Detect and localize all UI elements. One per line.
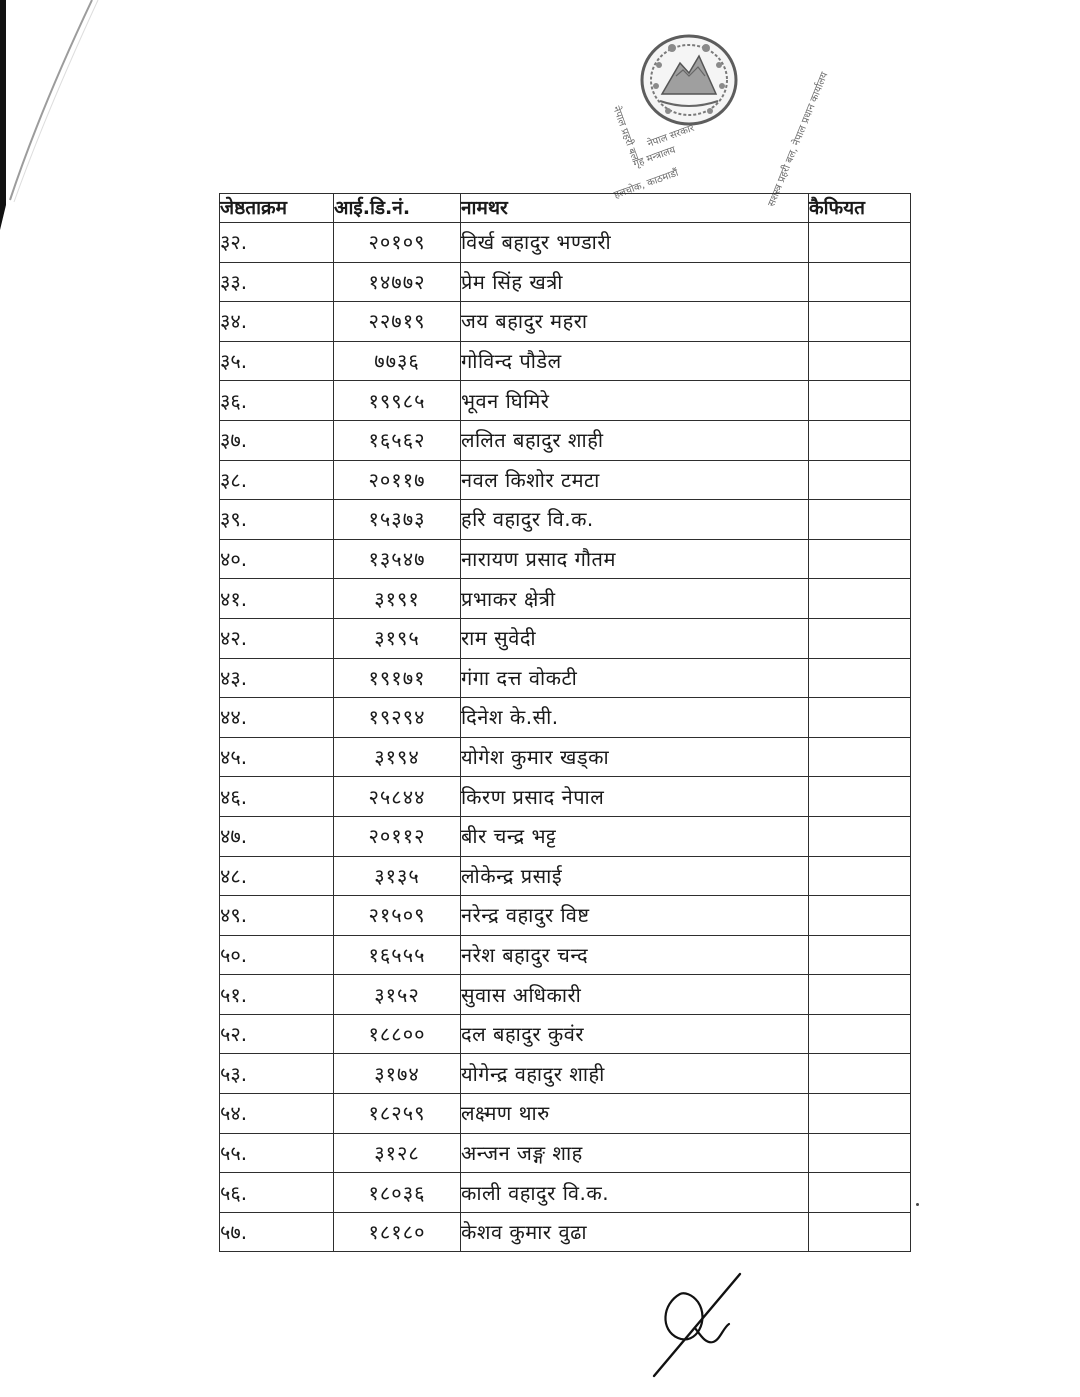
- id-cell: ३१७४: [334, 1054, 461, 1094]
- seal-text-line: सशस्त्र प्रहरी बल, नेपाल प्रधान कार्यालय: [766, 70, 831, 209]
- seniority-cell: ३२.: [220, 223, 334, 263]
- remarks-cell: [809, 539, 911, 579]
- name-cell: विर्ख बहादुर भण्डारी: [461, 223, 809, 263]
- seniority-table: [219, 193, 911, 1252]
- name-cell: जय बहादुर महरा: [461, 302, 809, 342]
- name-cell: सुवास अधिकारी: [461, 975, 809, 1015]
- seniority-cell: ५५.: [220, 1133, 334, 1173]
- id-cell: १९१७१: [334, 658, 461, 698]
- remarks-cell: [809, 1054, 911, 1094]
- remarks-cell: [809, 896, 911, 936]
- remarks-cell: [809, 1094, 911, 1134]
- scanned-page-edge: [0, 0, 120, 230]
- remarks-cell: [809, 658, 911, 698]
- seniority-cell: ३६.: [220, 381, 334, 421]
- id-cell: २०११२: [334, 816, 461, 856]
- table-row: [220, 1014, 911, 1054]
- seniority-cell: ५४.: [220, 1094, 334, 1134]
- name-cell: बीर चन्द्र भट्ट: [461, 816, 809, 856]
- seniority-cell: ५७.: [220, 1212, 334, 1252]
- id-cell: ३१९५: [334, 618, 461, 658]
- seniority-cell: ४८.: [220, 856, 334, 896]
- name-cell: प्रभाकर क्षेत्री: [461, 579, 809, 619]
- id-cell: १६५५५: [334, 935, 461, 975]
- table-row: [220, 935, 911, 975]
- seniority-cell: ४०.: [220, 539, 334, 579]
- remarks-cell: [809, 1212, 911, 1252]
- remarks-cell: [809, 698, 911, 738]
- id-cell: २०११७: [334, 460, 461, 500]
- header-remarks: कैफियत: [809, 194, 911, 223]
- header-name: नामथर: [461, 194, 809, 223]
- remarks-cell: [809, 381, 911, 421]
- seal-text-line: हलचोक, काठमाडौं: [612, 167, 681, 202]
- table-row: [220, 816, 911, 856]
- name-cell: किरण प्रसाद नेपाल: [461, 777, 809, 817]
- remarks-cell: [809, 618, 911, 658]
- id-cell: ३१९१: [334, 579, 461, 619]
- id-cell: १४७७२: [334, 262, 461, 302]
- name-cell: भूवन घिमिरे: [461, 381, 809, 421]
- name-cell: दिनेश के.सी.: [461, 698, 809, 738]
- remarks-cell: [809, 500, 911, 540]
- table-row: [220, 1212, 911, 1252]
- remarks-cell: [809, 420, 911, 460]
- seniority-cell: ३४.: [220, 302, 334, 342]
- name-cell: प्रेम सिंह खत्री: [461, 262, 809, 302]
- remarks-cell: [809, 935, 911, 975]
- table-header-row: [220, 194, 911, 223]
- seniority-cell: ४५.: [220, 737, 334, 777]
- seal-text-line: गृह मन्त्रालय: [631, 144, 678, 171]
- remarks-cell: [809, 1014, 911, 1054]
- table-row: [220, 500, 911, 540]
- ink-dot: [916, 1203, 919, 1206]
- name-cell: योगेन्द्र वहादुर शाही: [461, 1054, 809, 1094]
- id-cell: २२७१९: [334, 302, 461, 342]
- table-row: [220, 1054, 911, 1094]
- table-row: [220, 579, 911, 619]
- seniority-cell: ४१.: [220, 579, 334, 619]
- name-cell: नारायण प्रसाद गौतम: [461, 539, 809, 579]
- table-row: [220, 381, 911, 421]
- remarks-cell: [809, 777, 911, 817]
- remarks-cell: [809, 223, 911, 263]
- id-cell: ७७३६: [334, 341, 461, 381]
- remarks-cell: [809, 341, 911, 381]
- table-row: [220, 420, 911, 460]
- name-cell: नवल किशोर टमटा: [461, 460, 809, 500]
- remarks-cell: [809, 460, 911, 500]
- seniority-cell: ४६.: [220, 777, 334, 817]
- table-row: [220, 262, 911, 302]
- remarks-cell: [809, 856, 911, 896]
- remarks-cell: [809, 262, 911, 302]
- remarks-cell: [809, 737, 911, 777]
- id-cell: ३१९४: [334, 737, 461, 777]
- id-cell: २१५०९: [334, 896, 461, 936]
- id-cell: १९९८५: [334, 381, 461, 421]
- table-row: [220, 302, 911, 342]
- table-row: [220, 1094, 911, 1134]
- id-cell: १८०३६: [334, 1173, 461, 1213]
- table-row: [220, 539, 911, 579]
- id-cell: १८२५९: [334, 1094, 461, 1134]
- id-cell: १८१८०: [334, 1212, 461, 1252]
- remarks-cell: [809, 1173, 911, 1213]
- seniority-cell: ४३.: [220, 658, 334, 698]
- name-cell: ललित बहादुर शाही: [461, 420, 809, 460]
- id-cell: १३५४७: [334, 539, 461, 579]
- handwritten-signature: [640, 1268, 760, 1383]
- seniority-cell: ३७.: [220, 420, 334, 460]
- seniority-cell: ५०.: [220, 935, 334, 975]
- seniority-cell: ४४.: [220, 698, 334, 738]
- table-row: [220, 658, 911, 698]
- name-cell: हरि वहादुर वि.क.: [461, 500, 809, 540]
- table-row: [220, 856, 911, 896]
- seniority-cell: ४७.: [220, 816, 334, 856]
- seniority-cell: ३३.: [220, 262, 334, 302]
- table-row: [220, 341, 911, 381]
- remarks-cell: [809, 975, 911, 1015]
- table-row: [220, 896, 911, 936]
- seniority-cell: ५१.: [220, 975, 334, 1015]
- id-cell: ३१३५: [334, 856, 461, 896]
- name-cell: दल बहादुर कुवंर: [461, 1014, 809, 1054]
- seniority-cell: ४९.: [220, 896, 334, 936]
- name-cell: योगेश कुमार खड्का: [461, 737, 809, 777]
- name-cell: नरेश बहादुर चन्द: [461, 935, 809, 975]
- seniority-cell: ४२.: [220, 618, 334, 658]
- header-id: आई.डि.नं.: [334, 194, 461, 223]
- name-cell: राम सुवेदी: [461, 618, 809, 658]
- table-row: [220, 975, 911, 1015]
- seniority-cell: ५३.: [220, 1054, 334, 1094]
- table-row: [220, 698, 911, 738]
- name-cell: लोकेन्द्र प्रसाई: [461, 856, 809, 896]
- seniority-cell: ५६.: [220, 1173, 334, 1213]
- remarks-cell: [809, 579, 911, 619]
- seal-text-line: नेपाल प्रहरी बल: [610, 104, 641, 163]
- seniority-cell: ५२.: [220, 1014, 334, 1054]
- table-row: [220, 737, 911, 777]
- id-cell: १६५६२: [334, 420, 461, 460]
- name-cell: नरेन्द्र वहादुर विष्ट: [461, 896, 809, 936]
- seniority-cell: ३५.: [220, 341, 334, 381]
- header-seniority: जेष्ठताक्रम: [220, 194, 334, 223]
- name-cell: केशव कुमार वुढा: [461, 1212, 809, 1252]
- id-cell: ३१५२: [334, 975, 461, 1015]
- name-cell: अन्जन जङ्ग शाह: [461, 1133, 809, 1173]
- id-cell: २०१०९: [334, 223, 461, 263]
- id-cell: ३१२८: [334, 1133, 461, 1173]
- remarks-cell: [809, 302, 911, 342]
- remarks-cell: [809, 816, 911, 856]
- name-cell: लक्ष्मण थारु: [461, 1094, 809, 1134]
- name-cell: गोविन्द पौडेल: [461, 341, 809, 381]
- remarks-cell: [809, 1133, 911, 1173]
- table-row: [220, 777, 911, 817]
- id-cell: १९२९४: [334, 698, 461, 738]
- seniority-cell: ३९.: [220, 500, 334, 540]
- seniority-cell: ३८.: [220, 460, 334, 500]
- table-row: [220, 460, 911, 500]
- name-cell: गंगा दत्त वोकटी: [461, 658, 809, 698]
- id-cell: १८८००: [334, 1014, 461, 1054]
- seal-text-line: नेपाल सरकार: [646, 122, 696, 150]
- id-cell: २५८४४: [334, 777, 461, 817]
- table-row: [220, 1173, 911, 1213]
- table-row: [220, 618, 911, 658]
- name-cell: काली वहादुर वि.क.: [461, 1173, 809, 1213]
- id-cell: १५३७३: [334, 500, 461, 540]
- table-row: [220, 223, 911, 263]
- table-row: [220, 1133, 911, 1173]
